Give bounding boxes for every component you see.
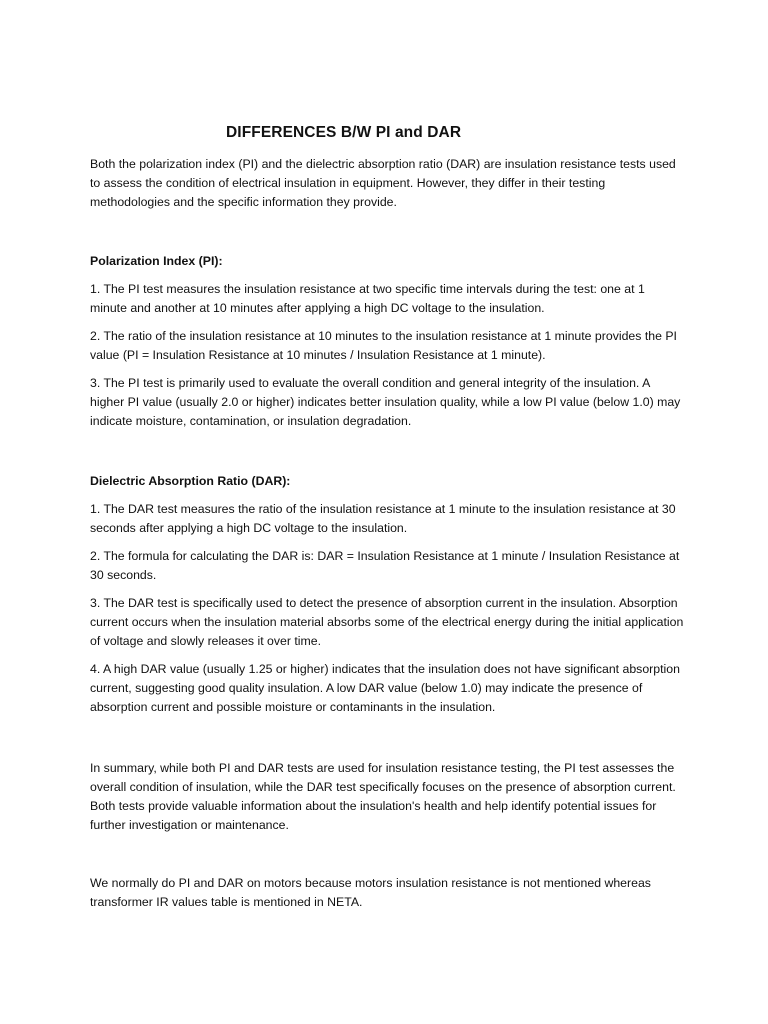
summary-section — [90, 759, 684, 835]
intro-section — [90, 155, 684, 212]
dar-item-4: 4. A high DAR value (usually 1.25 or higher) indicates that the insulation does not have significant absorption current, suggesting good quality insulation. A low DAR value (below 1.0) may indicate the presence of absorption current and possible moisture or contaminants in the insulation. — [90, 662, 680, 714]
pi-heading: Polarization Index (PI): — [90, 254, 223, 268]
document-title: DIFFERENCES B/W PI and DAR — [226, 124, 462, 141]
intro-paragraph: Both the polarization index (PI) and the dielectric absorption ratio (DAR) are insulation resistance tests used to assess the condition of electrical insulation in equipment. However, they differ in their testing methodologies and the specific information they provide. — [90, 157, 676, 209]
closing-section — [90, 874, 684, 912]
dar-section — [90, 472, 684, 717]
dar-item-2: 2. The formula for calculating the DAR is: DAR = Insulation Resistance at 1 minute / Insulation Resistance at 30 seconds. — [90, 549, 680, 582]
dar-item-3: 3. The DAR test is specifically used to detect the presence of absorption current in the insulation. Absorption current occurs when the insulation material absorbs some of the electrical energy during the initial application of voltage and slowly releases it over time. — [90, 596, 684, 648]
dar-heading: Dielectric Absorption Ratio (DAR): — [90, 474, 291, 488]
pi-item-1: 1. The PI test measures the insulation resistance at two specific time intervals during the test: one at 1 minute and another at 10 minutes after applying a high DC voltage to the insulation. — [90, 282, 645, 315]
dar-item-1: 1. The DAR test measures the ratio of the insulation resistance at 1 minute to the insulation resistance at 30 seconds after applying a high DC voltage to the insulation. — [90, 502, 676, 535]
pi-item-2: 2. The ratio of the insulation resistance at 10 minutes to the insulation resistance at 1 minute provides the PI value (PI = Insulation Resistance at 10 minutes / Insulation Resistance at 1 minute). — [90, 329, 677, 362]
closing-paragraph: We normally do PI and DAR on motors because motors insulation resistance is not mentioned whereas transformer IR values table is mentioned in NETA. — [90, 876, 651, 909]
pi-item-3: 3. The PI test is primarily used to evaluate the overall condition and general integrity of the insulation. A higher PI value (usually 2.0 or higher) indicates better insulation quality, while a low PI value (below 1.0) may indicate moisture, contamination, or insulation degradation. — [90, 376, 681, 428]
summary-paragraph: In summary, while both PI and DAR tests are used for insulation resistance testing, the PI test assesses the overall condition of insulation, while the DAR test specifically focuses on the presence of absorption current. Both tests provide valuable information about the insulation's health and help identify potential issues for further investigation or maintenance. — [90, 761, 676, 832]
pi-section — [90, 252, 684, 431]
